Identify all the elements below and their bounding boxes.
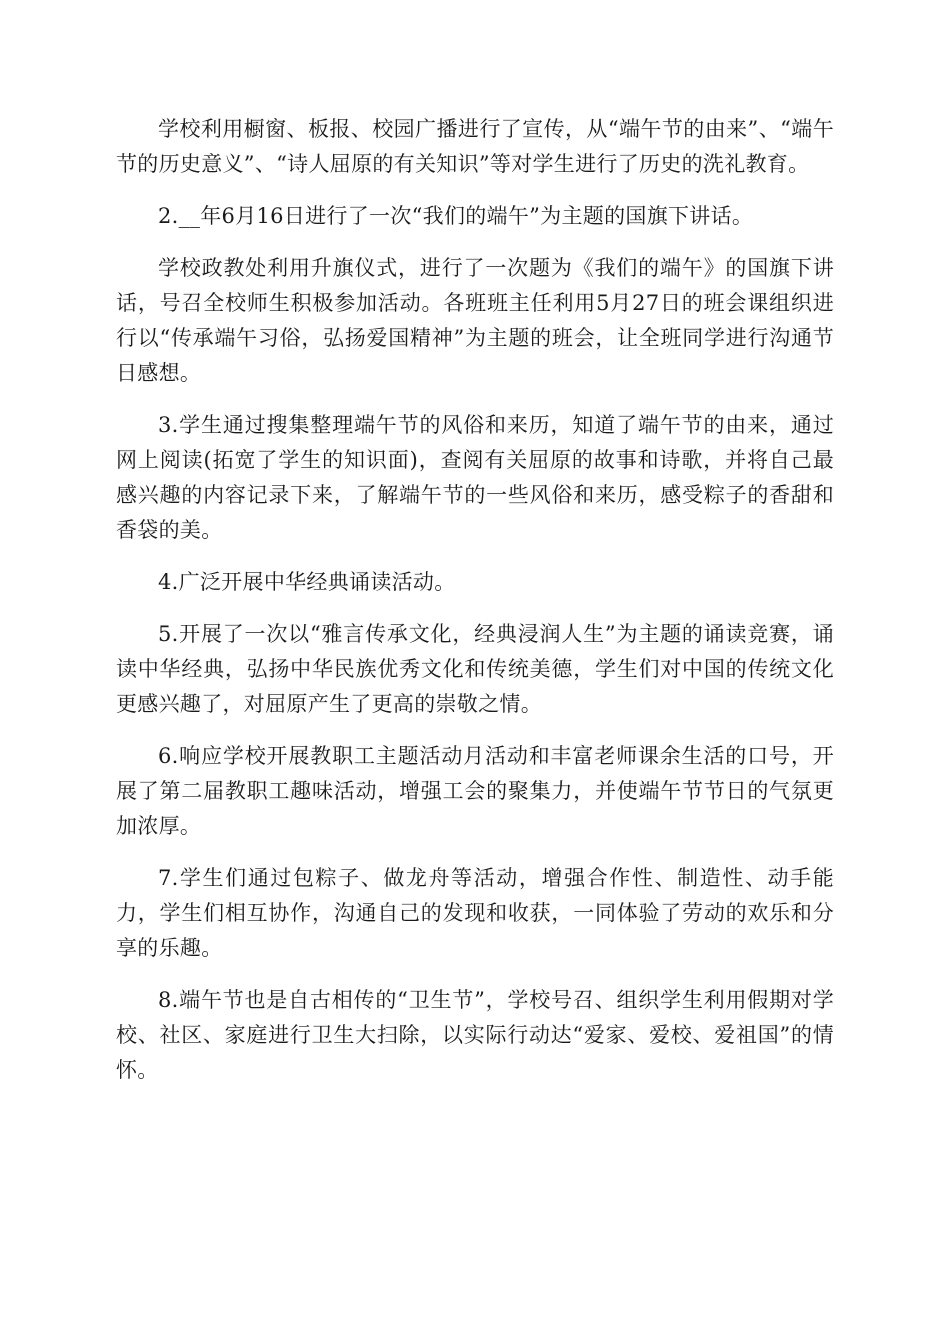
paragraph-item-6: 6.响应学校开展教职工主题活动月活动和丰富老师课余生活的口号，开展了第二届教职工趣味活动，增强工会的聚集力，并使端午节节日的气氛更加浓厚。	[116, 744, 834, 838]
paragraph-item-2: 2.__年6月16日进行了一次“我们的端午”为主题的国旗下讲话。	[158, 204, 754, 228]
paragraph-item-5: 5.开展了一次以“雅言传承文化，经典浸润人生”为主题的诵读竞赛，诵读中华经典，弘扬中华民族优秀文化和传统美德，学生们对中国的传统文化更感兴趣了，对屈原产生了更高的崇敬之情。	[116, 622, 834, 716]
paragraph-item-4: 4.广泛开展中华经典诵读活动。	[158, 570, 456, 594]
paragraph-item-8: 8.端午节也是自古相传的“卫生节”，学校号召、组织学生利用假期对学校、社区、家庭进行卫生大扫除，以实际行动达“爱家、爱校、爱祖国”的情怀。	[116, 988, 834, 1082]
paragraph-flag-speech: 学校政教处利用升旗仪式，进行了一次题为《我们的端午》的国旗下讲话，号召全校师生积极参加活动。各班班主任利用5月27日的班会课组织进行以“传承端午习俗，弘扬爱国精神”为主题的班会，让全班同学进行沟通节日感想。	[116, 256, 834, 385]
paragraph-item-7: 7.学生们通过包粽子、做龙舟等活动，增强合作性、制造性、动手能力，学生们相互协作，沟通自己的发现和收获，一同体验了劳动的欢乐和分享的乐趣。	[116, 866, 834, 960]
paragraph-publicity: 学校利用橱窗、板报、校园广播进行了宣传，从“端午节的由来”、“端午节的历史意义”、“诗人屈原的有关知识”等对学生进行了历史的洗礼教育。	[116, 117, 834, 176]
paragraph-item-3: 3.学生通过搜集整理端午节的风俗和来历，知道了端午节的由来，通过网上阅读(拓宽了学生的知识面)，查阅有关屈原的故事和诗歌，并将自己最感兴趣的内容记录下来，了解端午节的一些风俗和来历，感受粽子的香甜和香袋的美。	[116, 413, 834, 542]
